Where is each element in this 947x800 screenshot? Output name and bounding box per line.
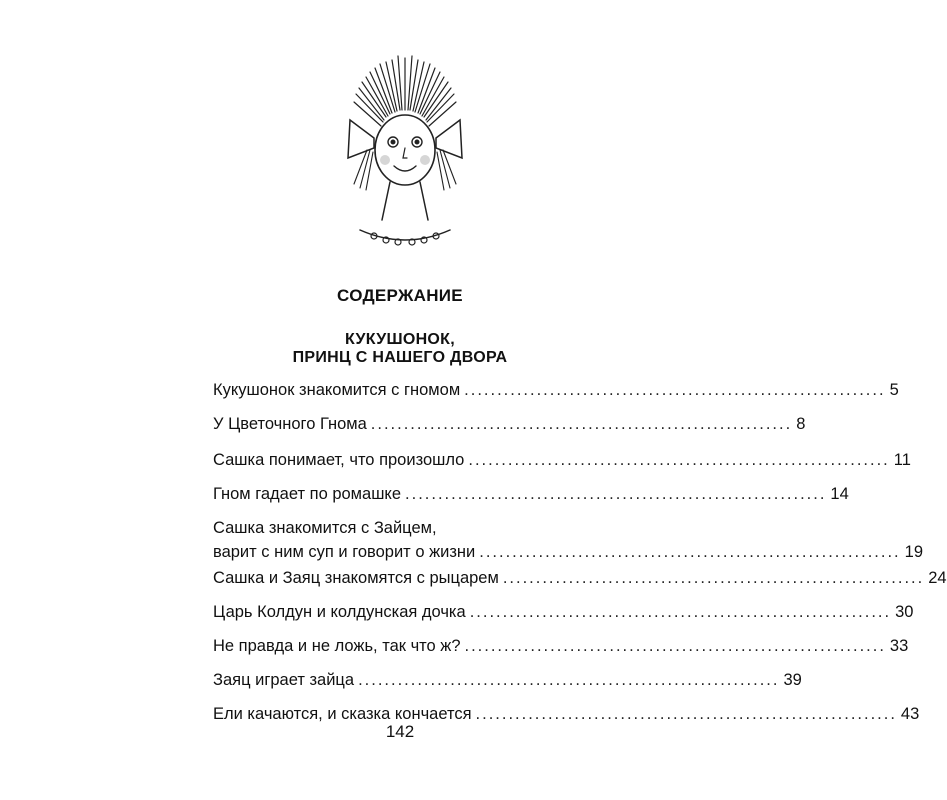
toc-entry-page: 43	[900, 705, 920, 723]
toc-entry-title: Гном гадает по ромашке	[213, 485, 402, 503]
toc-entry-page: 33	[889, 637, 909, 655]
section-title-line1: КУКУШОНОК,	[345, 331, 455, 348]
toc-entry[interactable]	[213, 600, 914, 624]
dot-leader: ................................................................	[370, 415, 793, 433]
dot-leader: ................................................................	[464, 381, 886, 399]
toc-entry-title: Сашка и Заяц знакомятся с рыцарем	[213, 569, 499, 587]
toc-entry-page: 30	[895, 603, 914, 621]
toc-entry[interactable]	[213, 448, 911, 472]
section-title-line2: ПРИНЦ С НАШЕГО ДВОРА	[292, 349, 508, 366]
dot-leader: ................................................................	[358, 671, 780, 689]
toc-entry-title-line1: Сашка знакомится с Зайцем,	[213, 519, 437, 537]
toc-entry-page: 19	[904, 543, 923, 561]
page-number: 142	[385, 722, 415, 741]
dot-leader: ................................................................	[464, 637, 886, 655]
toc-entry[interactable]	[213, 412, 806, 436]
dot-leader: ................................................................	[502, 569, 925, 587]
toc-entry-page: 11	[893, 451, 911, 469]
toc-entry-page: 39	[783, 671, 802, 689]
toc-entry[interactable]	[213, 482, 849, 506]
dot-leader: ................................................................	[479, 543, 901, 561]
toc-entry-page: 24	[928, 569, 947, 587]
toc-entry-title: Кукушонок знакомится с гномом	[213, 381, 461, 399]
dot-leader: ................................................................	[469, 603, 892, 621]
toc-entry-page: 14	[830, 485, 849, 503]
dot-leader: ................................................................	[405, 485, 827, 503]
toc-entry[interactable]	[213, 516, 923, 564]
toc-entry[interactable]	[213, 668, 802, 692]
toc-entry-title: Царь Колдун и колдунская дочка	[213, 603, 466, 621]
toc-entry-title: Не правда и не ложь, так что ж?	[213, 637, 461, 655]
toc-entry-title: Заяц играет зайца	[213, 671, 355, 689]
toc-entry-title: Ели качаются, и сказка кончается	[213, 705, 472, 723]
toc-entry-page: 5	[889, 381, 899, 399]
girl-with-bows-illustration	[330, 50, 480, 250]
dot-leader: ................................................................	[468, 451, 890, 469]
toc-entry[interactable]	[213, 566, 947, 590]
toc-entry[interactable]	[213, 378, 899, 402]
toc-entry[interactable]	[213, 634, 909, 658]
dot-leader: ................................................................	[475, 705, 897, 723]
toc-entry-title: варит с ним суп и говорит о жизни	[213, 543, 476, 561]
toc-heading: СОДЕРЖАНИЕ	[337, 286, 463, 305]
toc-entry-title: Сашка понимает, что произошло	[213, 451, 465, 469]
toc-entry-title: У Цветочного Гнома	[213, 415, 367, 433]
toc-entry-page: 8	[796, 415, 806, 433]
